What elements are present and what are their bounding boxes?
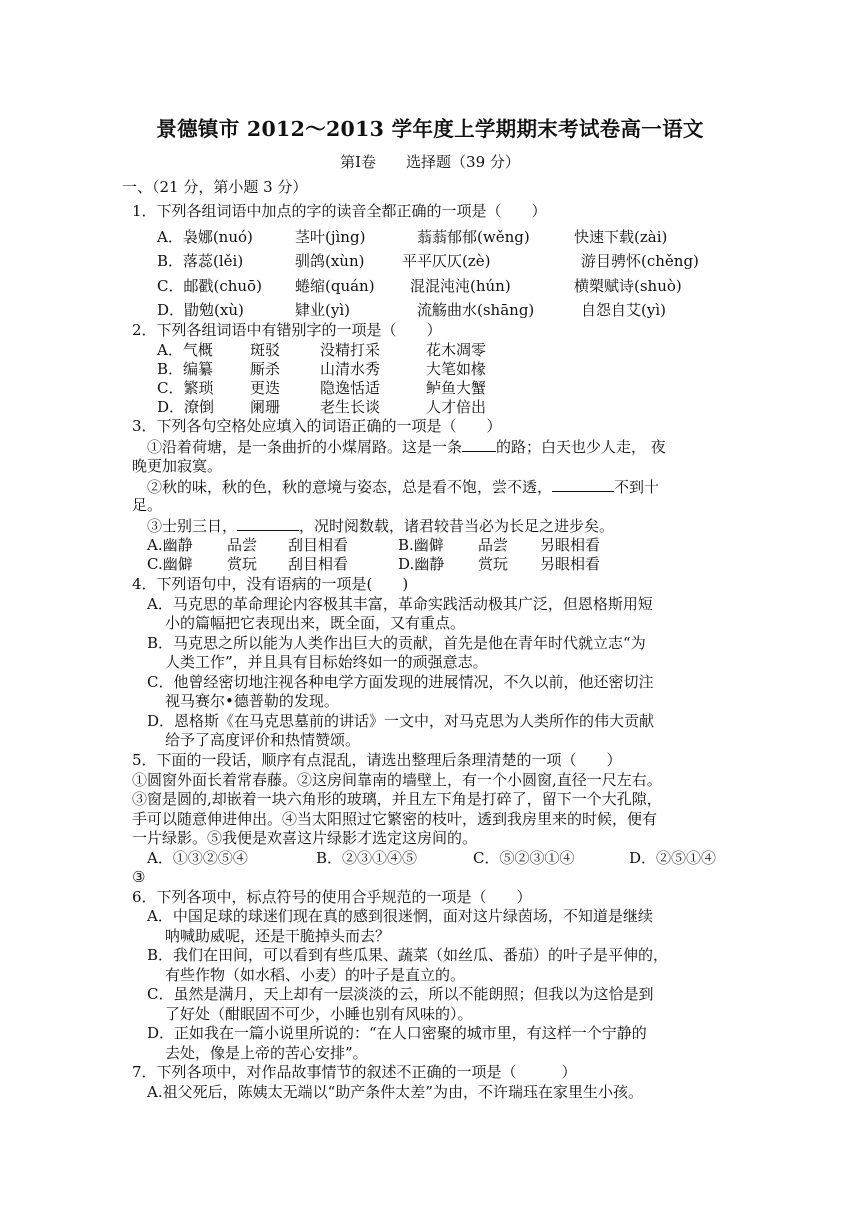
fill-blank bbox=[462, 436, 496, 452]
q1-d-4: 自怨自艾(yì) bbox=[581, 301, 666, 319]
q4-option-d-cont: 给予了高度评价和热情赞颂。 bbox=[165, 731, 361, 749]
q3-sentence-2-cont: 足。 bbox=[132, 496, 163, 514]
q3-options-cd bbox=[0, 554, 860, 574]
q6-option-a-cont: 呐喊助威呢，还是干脆掉头而去？ bbox=[165, 927, 391, 945]
q4-option-c-cont: 视马赛尔•德普勒的发现。 bbox=[165, 692, 339, 710]
q1-b-4: 游目骋怀(chěng) bbox=[581, 252, 699, 270]
q1-c-2: 蜷缩(quán) bbox=[295, 277, 375, 295]
q2-b-3: 山清水秀 bbox=[320, 360, 381, 378]
q1-b-1: B．落蕊(lěi) bbox=[157, 252, 244, 270]
q5-option-a: A．①③②⑤④ bbox=[147, 849, 248, 867]
q4-option-b-cont: 人类工作”，并且具有目标始终如一的顽强意志。 bbox=[165, 653, 488, 671]
q4-option-d: D．恩格斯《在马克思墓前的讲话》一文中，对马克思为人类所作的伟大贡献 bbox=[147, 712, 655, 730]
q2-d-1: D．潦倒 bbox=[157, 398, 215, 416]
q4-option-b: B．马克思之所以能为人类作出巨大的贡献，首先是他在青年时代就立志“为 bbox=[147, 634, 646, 652]
fill-blank bbox=[237, 515, 299, 531]
q1-option-b bbox=[0, 251, 860, 271]
q3-c-2: 赏玩 bbox=[227, 555, 258, 573]
q3-d-1: D.幽静 bbox=[398, 555, 445, 573]
q3-sentence-3: ③士别三日， ，况时阅数载，诸君较昔当必为长足之进步矣。 bbox=[147, 517, 615, 535]
q2-c-4: 鲈鱼大蟹 bbox=[426, 379, 487, 397]
q1-option-a bbox=[0, 227, 860, 247]
q7-option-a: A.祖父死后，陈姨太无端以“助产条件太差”为由，不许瑞珏在家里生小孩。 bbox=[147, 1083, 643, 1101]
q5-option-b: B．②③①④⑤ bbox=[316, 849, 418, 867]
q5-option-d: D．②⑤①④ bbox=[629, 849, 717, 867]
q4-stem: 4．下列语句中，没有语病的一项是( ) bbox=[132, 575, 409, 593]
q1-option-c bbox=[0, 276, 860, 296]
q5-passage-line: ③窗是圆的,却嵌着一块六角形的玻璃，并且左下角是打碎了，留下一个大孔隙， bbox=[132, 790, 662, 808]
q1-d-3: 流觞曲水(shāng) bbox=[417, 301, 535, 319]
q3-d-3: 另眼相看 bbox=[540, 555, 601, 573]
q1-a-4: 快速下载(zài) bbox=[574, 228, 668, 246]
q2-a-1: A．气概 bbox=[157, 341, 213, 359]
exam-title: 景德镇市 2012～2013 学年度上学期期末考试卷高一语文 bbox=[156, 117, 704, 141]
q1-d-2: 肄业(yì) bbox=[295, 301, 350, 319]
q2-a-2: 斑驳 bbox=[250, 341, 281, 359]
q3-stem: 3．下列各句空格处应填入的词语正确的一项是（ ） bbox=[132, 417, 502, 435]
q1-c-3: 混混沌沌(hún) bbox=[410, 277, 511, 295]
q6-option-c: C．虽然是满月，天上却有一层淡淡的云，所以不能朗照；但我以为这恰是到 bbox=[147, 985, 654, 1003]
q6-option-d: D．正如我在一篇小说里所说的：“在人口密聚的城市里，有这样一个宁静的 bbox=[147, 1024, 647, 1042]
q2-c-3: 隐逸恬适 bbox=[320, 379, 381, 397]
q5-stem: 5．下面的一段话，顺序有点混乱，请选出整理后条理清楚的一项（ ） bbox=[132, 751, 622, 769]
q6-option-a: A．中国足球的球迷们现在真的感到很迷惘，面对这片绿茵场，不知道是继续 bbox=[147, 907, 653, 925]
q2-b-4: 大笔如椽 bbox=[426, 360, 487, 378]
q3-c-1: C.幽僻 bbox=[147, 555, 193, 573]
q1-a-1: A．袅娜(nuó) bbox=[157, 228, 253, 246]
q2-a-3: 没精打采 bbox=[320, 341, 381, 359]
q1-d-1: D．勖勉(xù) bbox=[157, 301, 244, 319]
q2-d-4: 人才倍出 bbox=[426, 398, 487, 416]
q2-option-a bbox=[0, 340, 860, 360]
q1-a-3: 蓊蓊郁郁(wěng) bbox=[417, 228, 530, 246]
q2-b-2: 厮杀 bbox=[250, 360, 281, 378]
q6-option-d-cont: 去处，像是上帝的苦心安排”。 bbox=[165, 1044, 368, 1062]
q3-a-1: A.幽静 bbox=[147, 536, 193, 554]
q3-b-3: 另眼相看 bbox=[540, 536, 601, 554]
q2-d-3: 老生长谈 bbox=[320, 398, 381, 416]
q5-option-d-cont: ③ bbox=[132, 868, 146, 886]
q3-a-2: 品尝 bbox=[227, 536, 258, 554]
q6-option-b-cont: 有些作物（如水稻、小麦）的叶子是直立的。 bbox=[165, 966, 466, 984]
q3-b-2: 品尝 bbox=[478, 536, 509, 554]
q6-stem: 6．下列各项中，标点符号的使用合乎规范的一项是（ ） bbox=[132, 888, 532, 906]
q1-b-3: 平平仄仄(zè) bbox=[402, 252, 491, 270]
q2-a-4: 花木凋零 bbox=[426, 341, 487, 359]
q3-sentence-1: ①沿着荷塘，是一条曲折的小煤屑路。这是一条 的路；白天也少人走， 夜 bbox=[147, 438, 666, 456]
q5-passage-line: 一片绿影。⑤我便是欢喜这片绿影才选定这房间的。 bbox=[132, 829, 478, 847]
section-heading: 一、（21 分，第小题 3 分） bbox=[122, 178, 308, 196]
q2-c-2: 更迭 bbox=[250, 379, 281, 397]
q1-c-4: 横槊赋诗(shuò) bbox=[574, 277, 682, 295]
q5-passage-line: ①圆窗外面长着常春藤。②这房间靠南的墙壁上，有一个小圆窗,直径一尺左右。 bbox=[132, 771, 662, 789]
q1-c-1: C．邮戳(chuō) bbox=[157, 277, 262, 295]
q5-option-c: C．⑤②③①④ bbox=[473, 849, 575, 867]
q5-options bbox=[0, 848, 860, 868]
q2-c-1: C．繁琐 bbox=[157, 379, 214, 397]
q3-options-ab bbox=[0, 535, 860, 555]
q3-a-3: 刮目相看 bbox=[288, 536, 349, 554]
fill-blank bbox=[552, 476, 614, 492]
q4-option-a: A．马克思的革命理论内容极其丰富，革命实践活动极其广泛，但恩格斯用短 bbox=[147, 595, 653, 613]
paper-section-label: 第Ⅰ卷 选择题（39 分） bbox=[340, 153, 520, 171]
q1-stem: 1．下列各组词语中加点的字的读音全都正确的一项是（ ） bbox=[132, 202, 547, 220]
q2-d-2: 阑珊 bbox=[250, 398, 281, 416]
q3-b-1: B.幽僻 bbox=[398, 536, 444, 554]
q2-stem: 2．下列各组词语中有错别字的一项是（ ） bbox=[132, 321, 442, 339]
q1-b-2: 驯鸽(xùn) bbox=[295, 252, 365, 270]
q6-option-c-cont: 了好处（酣眠固不可少，小睡也别有风味的）。 bbox=[165, 1005, 473, 1023]
q3-sentence-2: ②秋的味，秋的色，秋的意境与姿态，总是看不饱，尝不透， 不到十 bbox=[147, 478, 660, 496]
q4-option-c: C．他曾经密切地注视各种电学方面发现的进展情况，不久以前，他还密切注 bbox=[147, 673, 654, 691]
q2-option-b bbox=[0, 359, 860, 379]
q2-b-1: B．编纂 bbox=[157, 360, 214, 378]
q3-c-3: 刮目相看 bbox=[288, 555, 349, 573]
q2-option-d bbox=[0, 397, 860, 417]
q3-sentence-1-cont: 晚更加寂寞。 bbox=[132, 457, 223, 475]
q4-option-a-cont: 小的篇幅把它表现出来，既全面，又有重点。 bbox=[165, 614, 466, 632]
q1-option-d bbox=[0, 300, 860, 320]
q5-passage-line: 手可以随意伸进伸出。④当太阳照过它繁密的枝叶，透到我房里来的时候，便有 bbox=[132, 810, 658, 828]
q2-option-c bbox=[0, 378, 860, 398]
q3-d-2: 赏玩 bbox=[478, 555, 509, 573]
q6-option-b: B．我们在田间，可以看到有些瓜果、蔬菜（如丝瓜、番茄）的叶子是平伸的， bbox=[147, 946, 669, 964]
q7-stem: 7．下列各项中，对作品故事情节的叙述不正确的一项是（ ） bbox=[132, 1063, 577, 1081]
q1-a-2: 茎叶(jìng) bbox=[295, 228, 366, 246]
